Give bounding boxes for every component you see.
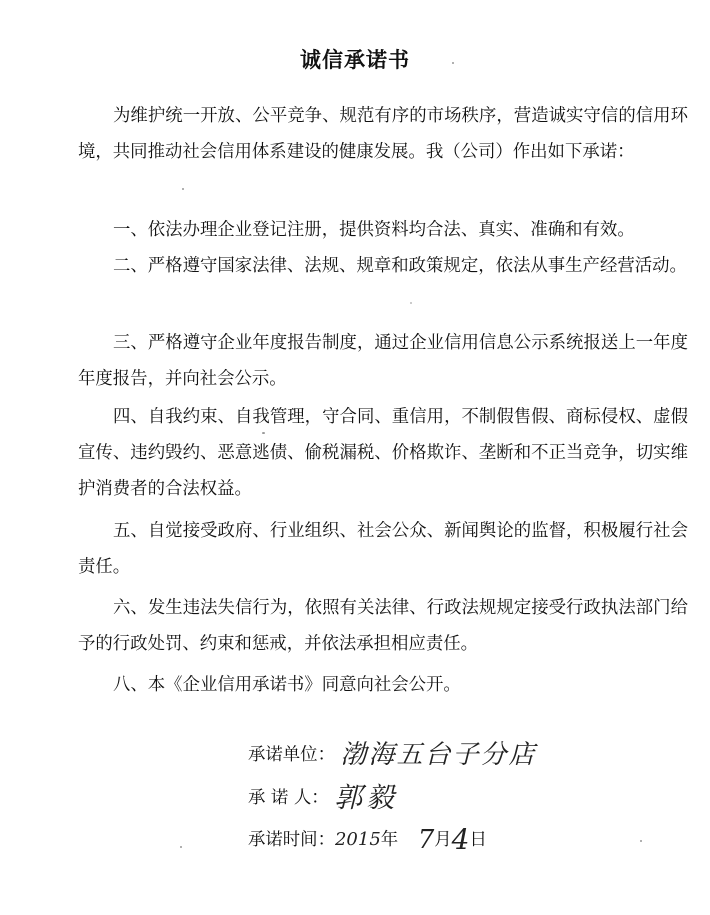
signature-date-label: 承诺时间： (248, 830, 335, 850)
scan-speck (410, 302, 412, 304)
signature-date-month-unit: 月 (434, 830, 452, 850)
paragraph-item-2: 二、严格遵守国家法律、法规、规章和政策规定，依法从事生产经营活动。 (113, 256, 687, 276)
signature-date-day: 4 (451, 823, 470, 856)
paragraph-item-4: 四、自我约束、自我管理，守合同、重信用，不制假售假、商标侵权、虚假宣传、违约毁约、恶意逃债、偷税漏税、价格欺诈、垄断和不正当竞争，切实维护消费者的合法权益。 (78, 407, 688, 499)
signature-unit-row (248, 737, 537, 773)
signature-unit-handwriting: 渤海五台子分店 (340, 740, 537, 770)
scan-speck (180, 846, 182, 848)
signature-date-year: 2015 (334, 829, 381, 850)
signature-date-day-unit: 日 (469, 830, 487, 850)
signature-date-row (248, 822, 487, 858)
signature-person-row (248, 780, 398, 816)
scan-speck (262, 432, 265, 434)
scan-speck (452, 62, 454, 64)
signature-person-handwriting: 郭毅 (334, 781, 399, 814)
scan-speck (640, 840, 642, 842)
signature-person-label: 承 诺 人： (248, 788, 329, 808)
paragraph-item-6: 六、发生违法失信行为，依照有关法律、行政法规规定接受行政执法部门给予的行政处罚、约束和惩戒，并依法承担相应责任。 (78, 598, 688, 654)
document-title: 诚信承诺书 (300, 48, 410, 72)
scan-speck (182, 188, 184, 190)
signature-date-year-unit: 年 (380, 830, 399, 850)
paragraph-item-1: 一、依法办理企业登记注册，提供资料均合法、真实、准确和有效。 (113, 220, 635, 240)
paragraph-item-3: 三、严格遵守企业年度报告制度，通过企业信用信息公示系统报送上一年度年度报告，并向社会公示。 (78, 333, 688, 389)
signature-date-month: 7 (417, 825, 435, 855)
paragraph-item-8: 八、本《企业信用承诺书》同意向社会公开。 (113, 675, 461, 695)
signature-unit-label: 承诺单位： (248, 745, 335, 765)
paragraph-intro: 为维护统一开放、公平竞争、规范有序的市场秩序，营造诚实守信的信用环境，共同推动社会信用体系建设的健康发展。我（公司）作出如下承诺： (78, 106, 688, 162)
paragraph-item-5: 五、自觉接受政府、行业组织、社会公众、新闻舆论的监督，积极履行社会责任。 (78, 521, 688, 577)
